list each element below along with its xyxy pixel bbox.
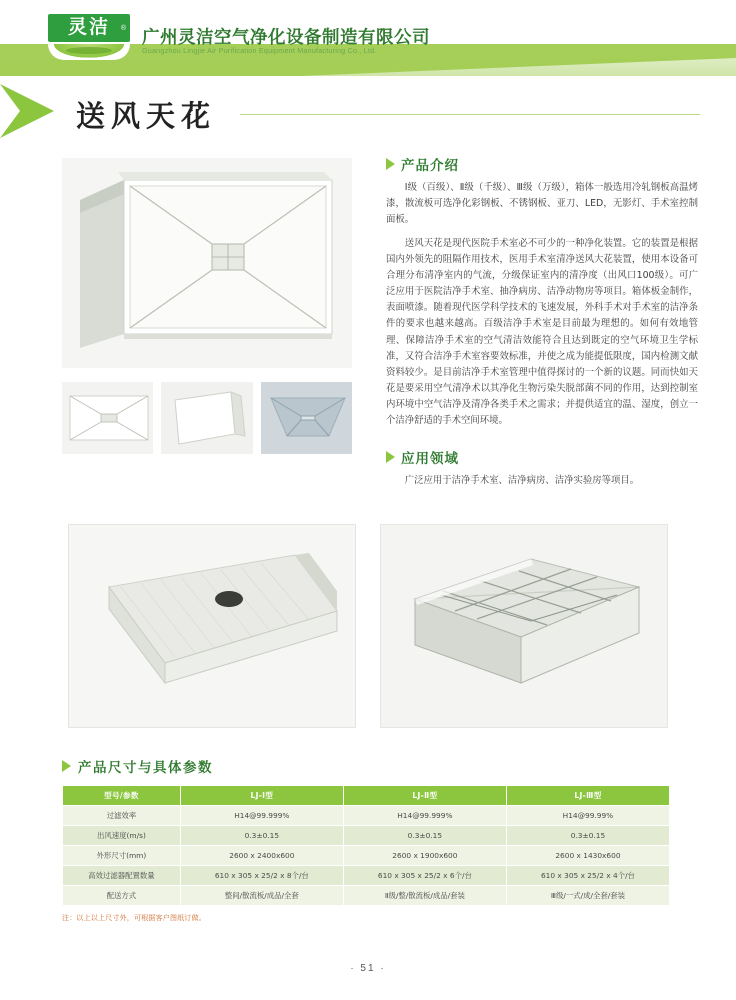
table-row	[63, 886, 670, 906]
cell-r2c1: 2600 x 2400x600	[180, 846, 343, 866]
gallery-photo-1	[68, 524, 356, 728]
application-paragraph: 广泛应用于洁净手术室、洁净病房、洁净实验房等项目。	[404, 474, 640, 486]
logo-leaf-icon	[48, 44, 130, 60]
table-col-3: LJ-Ⅲ型	[506, 786, 669, 806]
title-arrow-notch-icon	[0, 84, 20, 138]
thumbnail-row	[62, 382, 352, 454]
company-name-cn: 广州灵洁空气净化设备制造有限公司	[142, 27, 430, 47]
specs-heading: 产品尺寸与具体参数	[78, 760, 213, 775]
section-arrow-icon	[62, 760, 71, 772]
intro-heading-row	[386, 154, 698, 174]
table-row	[63, 826, 670, 846]
table-row	[63, 806, 670, 826]
cell-r2c2: 2600 x 1900x600	[343, 846, 506, 866]
cell-r4c3: Ⅲ级/一式/成/全套/套装	[506, 886, 669, 906]
section-arrow-icon	[386, 451, 395, 463]
cell-r1c2: 0.3±0.15	[343, 826, 506, 846]
cell-r3c3: 610 x 305 x 25/2 x 4个/台	[506, 866, 669, 886]
table-row	[63, 866, 670, 886]
table-col-0: 型号/参数	[63, 786, 181, 806]
page-header	[0, 0, 736, 76]
page-footer	[0, 963, 736, 974]
gallery-photo-2	[380, 524, 668, 728]
cell-r1c0: 出风速度(m/s)	[63, 826, 181, 846]
intro-heading: 产品介绍	[401, 158, 459, 173]
page-number: · 51 ·	[350, 963, 386, 974]
cell-r1c1: 0.3±0.15	[180, 826, 343, 846]
logo-text: 灵洁	[67, 17, 110, 38]
application-heading-row	[386, 447, 698, 467]
specs-section	[0, 756, 736, 923]
product-overview-section	[0, 150, 736, 490]
table-col-1: LJ-Ⅰ型	[180, 786, 343, 806]
cell-r4c1: 整间/散流板/成品/全套	[180, 886, 343, 906]
gallery-band	[0, 524, 736, 728]
specs-note: 注：以上以上尺寸外，可根据客户图纸订做。	[62, 915, 206, 922]
specs-heading-row	[62, 756, 736, 776]
application-heading: 应用领域	[401, 450, 459, 466]
cell-r0c2: H14@99.999%	[343, 806, 506, 826]
intro-paragraph-2: 送风天花是现代医院手术室必不可少的一种净化装置。它的装置是根据国内外领先的阻隔作用技术，医用手术室清净送风大花装置，使用本设备可合理分布清净室内的气流，分级保证室内的清净度（出风口100级）。可广泛应用于医院洁净手术室、抽净病房、洁净动物房等项目。箱体板金制作，表面喷漆。随着现代医学科学技术的飞速发展，外科手术对手术室的洁净条件的要求也越来越高。百级洁净手术室是目前最为理想的。如何有效地管理、保障洁净手术室的空气清洁效能符合且达到既定的空气环境卫生学标准，又符合洁净手术室容要效标准，并使之成为能提低限度，国内检测文献资料较少。是目前洁净手术室管理中值得探讨的一个新的议题。同而快如天花是要采用空气清净术以其净化生物污染失脱部菌不同的作用，达到控制室内环境中空气洁净及清净各类手术之需求；并提供适宜的温、湿度，创立一个洁净舒适的手术空间环境。	[386, 237, 698, 427]
thumbnail-2[interactable]	[161, 382, 252, 454]
title-divider	[240, 114, 700, 115]
specs-table	[62, 785, 670, 906]
cell-r4c0: 配送方式	[63, 886, 181, 906]
page-title-row	[0, 76, 736, 150]
cell-r0c0: 过滤效率	[63, 806, 181, 826]
cell-r0c1: H14@99.999%	[180, 806, 343, 826]
company-logo	[48, 14, 130, 62]
cell-r2c3: 2600 x 1430x600	[506, 846, 669, 866]
cell-r1c3: 0.3±0.15	[506, 826, 669, 846]
section-arrow-icon	[386, 158, 395, 170]
logo-mark	[48, 14, 130, 42]
cell-r3c1: 610 x 305 x 25/2 x 8个/台	[180, 866, 343, 886]
logo-registered-icon: ®	[120, 25, 128, 32]
main-product-photo	[62, 158, 352, 368]
cell-r3c2: 610 x 305 x 25/2 x 6个/台	[343, 866, 506, 886]
cell-r0c3: H14@99.99%	[506, 806, 669, 826]
table-row	[63, 846, 670, 866]
thumbnail-3[interactable]	[261, 382, 352, 454]
table-col-2: LJ-Ⅱ型	[343, 786, 506, 806]
page-title: 送风天花	[76, 99, 217, 133]
intro-paragraph-1: Ⅰ级（百级）、Ⅱ级（千级）、Ⅲ级（万级），箱体一般选用冷轧钢板高温烤漆，散流板可选净化彩钢板、不锈钢板、亚刀、LED，无影灯、手术室控制面板。	[386, 182, 698, 226]
thumbnail-1[interactable]	[62, 382, 153, 454]
cell-r3c0: 高效过滤器配置数量	[63, 866, 181, 886]
cell-r2c0: 外形尺寸(mm)	[63, 846, 181, 866]
table-header-row	[63, 786, 670, 806]
product-text-column	[386, 154, 698, 496]
cell-r4c2: Ⅱ级/整/散流板/成品/套装	[343, 886, 506, 906]
company-name-en: Guangzhou Lingjie Air Purification Equipment Manufacturing Co., Ltd.	[142, 46, 377, 55]
